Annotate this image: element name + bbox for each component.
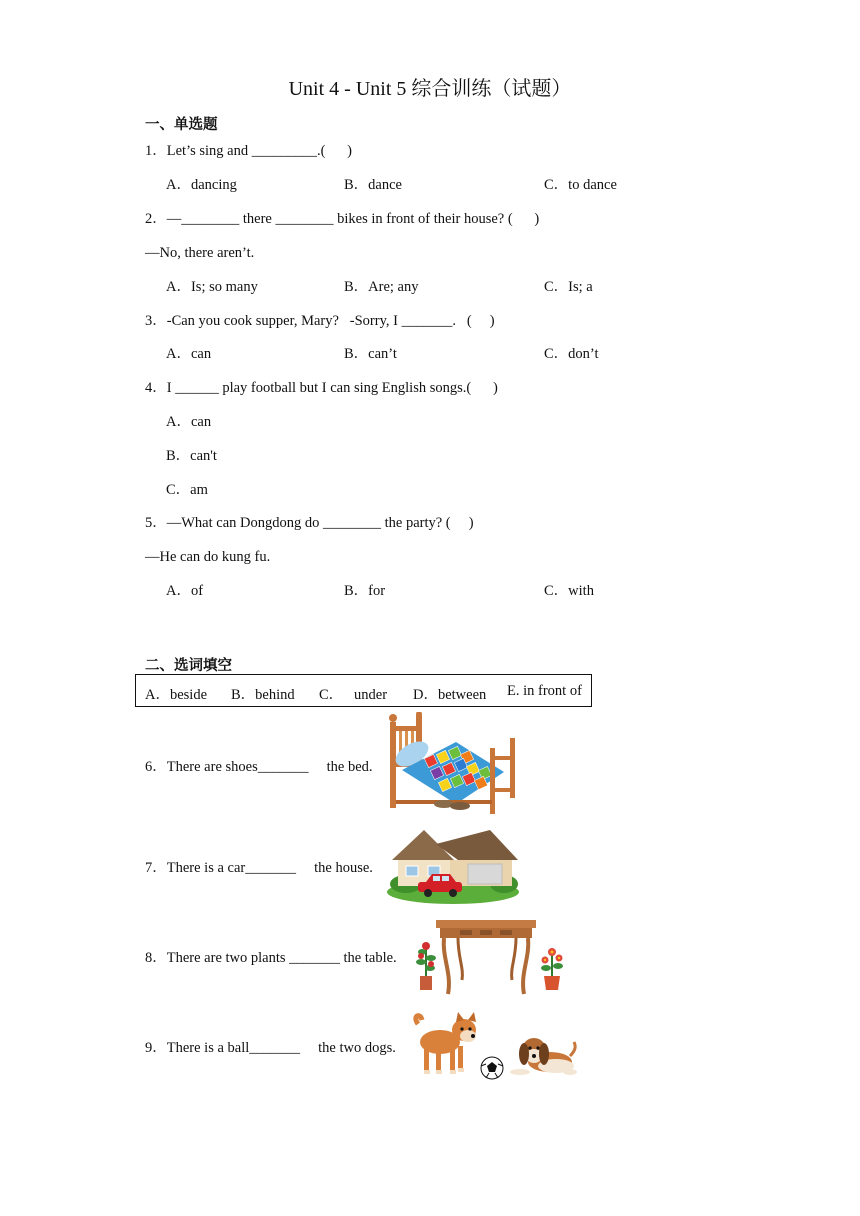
question-5-answer-line: —He can do kung fu. xyxy=(145,549,271,565)
question-1-option-c: C．to dance xyxy=(544,177,617,193)
question-5-option-b: B．for xyxy=(344,583,386,599)
house-with-car-image xyxy=(386,826,520,906)
word-option-d: D．between xyxy=(413,687,487,703)
question-5-stem: 5．—What can Dongdong do ________ the party? ( ) xyxy=(145,515,474,531)
question-2-option-a: A．Is; so many xyxy=(166,279,258,295)
question-9-stem: 9．There is a ball_______ the two dogs. xyxy=(145,1040,396,1056)
question-4-option-b: B．can't xyxy=(166,448,217,464)
question-2-stem: 2．—________ there ________ bikes in front of their house? ( ) xyxy=(145,211,540,227)
word-option-b: B．behind xyxy=(231,687,295,703)
question-5-option-c: C．with xyxy=(544,583,594,599)
question-3-option-a: A．can xyxy=(166,346,212,362)
question-1-stem: 1．Let’s sing and _________.( ) xyxy=(145,143,353,159)
bed-with-shoes-image xyxy=(386,712,520,818)
question-5-option-a: A．of xyxy=(166,583,204,599)
word-option-c: C． under xyxy=(319,687,388,703)
question-8-stem: 8．There are two plants _______ the table. xyxy=(145,950,397,966)
question-2-answer-line: —No, there aren’t. xyxy=(145,245,255,261)
section-heading-word-fill: 二、选词填空 xyxy=(145,658,232,674)
question-1-option-a: A．dancing xyxy=(166,177,237,193)
word-option-e: E. in front of xyxy=(507,683,582,699)
question-7-stem: 7．There is a car_______ the house. xyxy=(145,860,373,876)
question-2-option-b: B．Are; any xyxy=(344,279,419,295)
question-2-option-c: C．Is; a xyxy=(544,279,593,295)
page-title: Unit 4 - Unit 5 综合训练（试题） xyxy=(288,78,572,100)
word-bank-box xyxy=(135,674,592,707)
question-4-stem: 4．I ______ play football but I can sing English songs.( ) xyxy=(145,380,498,396)
table-with-plants-image xyxy=(412,918,568,996)
question-6-stem: 6．There are shoes_______ the bed. xyxy=(145,759,373,775)
question-3-option-b: B．can’t xyxy=(344,346,397,362)
dogs-with-ball-image xyxy=(410,1010,578,1082)
question-4-option-c: C．am xyxy=(166,482,208,498)
question-3-stem: 3．-Can you cook supper, Mary? -Sorry, I _______. ( ) xyxy=(145,313,495,329)
word-option-a: A．beside xyxy=(145,687,208,703)
question-4-option-a: A．can xyxy=(166,414,212,430)
question-1-option-b: B．dance xyxy=(344,177,402,193)
section-heading-single-choice: 一、单选题 xyxy=(145,117,218,133)
question-3-option-c: C．don’t xyxy=(544,346,599,362)
